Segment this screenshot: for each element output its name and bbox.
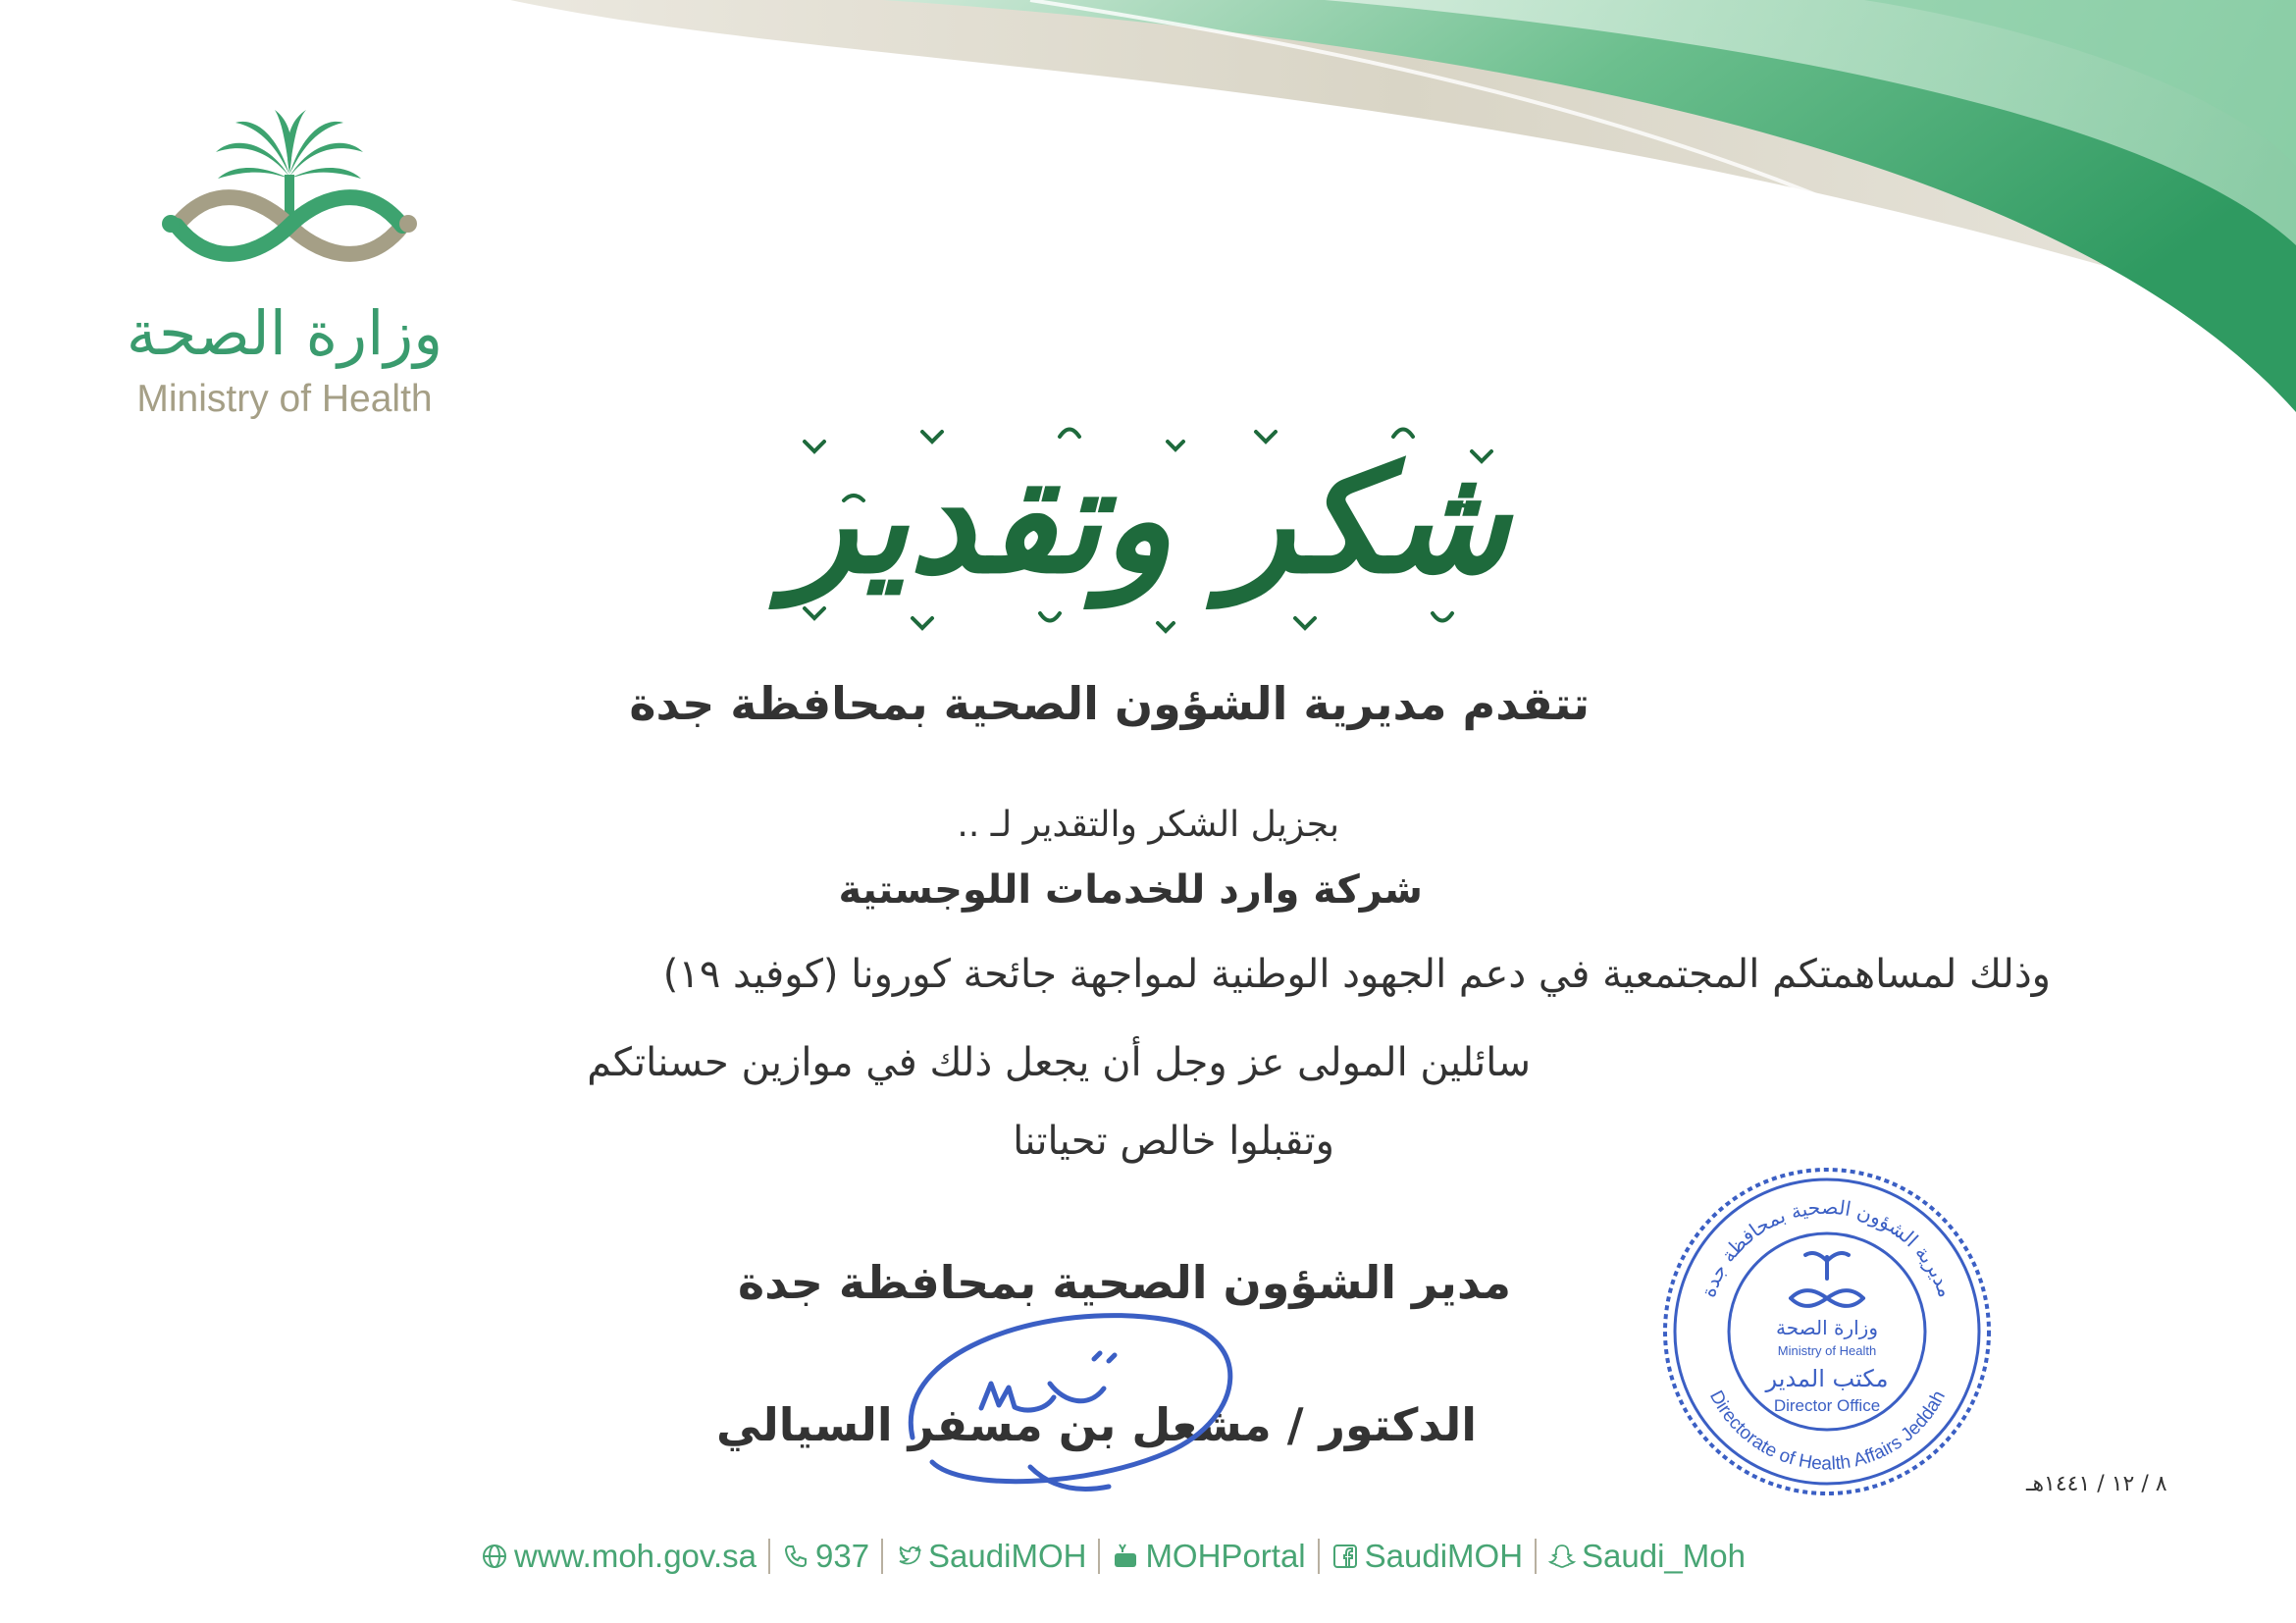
youtube-icon [1112,1543,1139,1570]
footer-divider [1318,1539,1320,1574]
footer-divider [1535,1539,1537,1574]
title-calligraphy-text: شكر وتقدير [786,434,1510,606]
handwritten-signature [873,1290,1266,1516]
footer-snapchat[interactable] [1548,1538,1746,1575]
footer-contact-bar [481,1529,1796,1584]
snapchat-text: Saudi_Moh [1582,1538,1746,1574]
youtube-text: MOHPortal [1145,1538,1306,1574]
phone-icon [782,1543,809,1570]
stamp-office-arabic: مكتب المدير [1765,1365,1889,1392]
prayer-line: سائلين المولى عز وجل أن يجعل ذلك في موازين حسناتكم [587,1040,1531,1085]
official-stamp [1658,1163,1997,1501]
footer-divider [768,1539,770,1574]
stamp-inner-english: Ministry of Health [1777,1343,1877,1358]
certificate-title [746,412,1550,648]
phone-text: 937 [814,1538,870,1574]
signatory-title: مدير الشؤون الصحية بمحافظة جدة [738,1256,1511,1309]
facebook-text: SaudiMOH [1364,1538,1524,1574]
company-name: شركة وارد للخدمات اللوجستية [838,867,1423,913]
footer-divider [1098,1539,1100,1574]
stamp-ring-arabic: مديرية الشؤون الصحية بمحافظة جدة [1696,1194,1958,1300]
globe-icon [481,1543,508,1570]
palm-swords-emblem-icon [157,108,422,285]
issue-date: ٨ / ١٢ / ١٤٤١هـ [2026,1472,2167,1496]
stamp-emblem-icon [1791,1253,1863,1306]
thanks-line: بجزيل الشكر والتقدير لـ .. [957,805,1339,845]
footer-youtube[interactable] [1112,1538,1305,1575]
intro-line: تتقدم مديرية الشؤون الصحية بمحافظة جدة [629,677,1590,730]
footer-divider [881,1539,883,1574]
logo-arabic-text: وزارة الصحة [126,297,444,369]
footer-twitter[interactable] [895,1538,1086,1575]
twitter-text: SaudiMOH [928,1538,1087,1574]
signatory-name: الدكتور / مشعل بن مسفر السيالي [715,1398,1477,1451]
twitter-icon [895,1543,922,1570]
stamp-inner-arabic: وزارة الصحة [1776,1316,1878,1339]
contribution-line: وذلك لمساهمتكم المجتمعية في دعم الجهود الوطنية لمواجهة جائحة كورونا (كوفيد ١٩) [662,952,2051,997]
footer-facebook[interactable] [1331,1538,1523,1575]
website-text: www.moh.gov.sa [514,1538,757,1574]
snapchat-icon [1548,1543,1576,1570]
footer-phone[interactable] [782,1538,869,1575]
logo-english-text: Ministry of Health [136,378,433,420]
stamp-office-english: Director Office [1773,1396,1881,1415]
stamp-ring-english: Directorate of Health Affairs Jeddah [1704,1387,1950,1475]
ministry-logo [103,108,476,432]
footer-website[interactable] [481,1538,757,1575]
facebook-icon [1331,1543,1359,1570]
closing-line: وتقبلوا خالص تحياتنا [1013,1119,1334,1164]
